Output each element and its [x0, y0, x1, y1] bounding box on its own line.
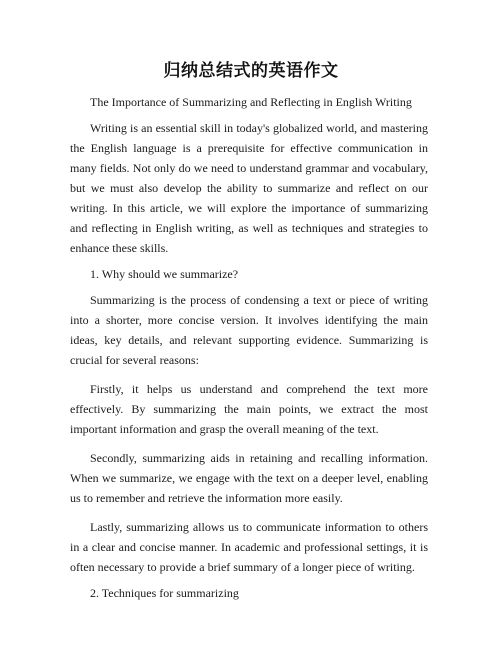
paragraph-lastly: Lastly, summarizing allows us to communicate information to others in a clear and concise manner. In academic and professional settings, it is often necessary to provide a brief summary of a longer piece of writing.	[70, 520, 428, 574]
paragraph-secondly: Secondly, summarizing aids in retaining and recalling information. When we summarize, we engage with the text on a deeper level, enabling us to remember and retrieve the information more easily.	[70, 451, 428, 505]
document-body	[70, 95, 428, 609]
document-title: 归纳总结式的英语作文	[163, 61, 339, 81]
paragraph-firstly: Firstly, it helps us understand and comprehend the text more effectively. By summarizing the main points, we extract the most important information and grasp the overall meaning of the text.	[70, 382, 428, 436]
paragraph-summarizing-definition: Summarizing is the process of condensing a text or piece of writing into a shorter, more concise version. It involves identifying the main ideas, key details, and relevant supporting evidence. Summarizing is crucial for several reasons:	[70, 293, 428, 367]
paragraph-introduction: Writing is an essential skill in today's globalized world, and mastering the English language is a prerequisite for effective communication in many fields. Not only do we need to understand grammar and vocabulary, but we must also develop the ability to summarize and reflect on our writing. In this article, we will explore the importance of summarizing and reflecting in English writing, as well as techniques and strategies to enhance these skills.	[70, 121, 428, 255]
section-heading-techniques: 2. Techniques for summarizing	[90, 586, 239, 600]
document-subtitle: The Importance of Summarizing and Reflecting in English Writing	[90, 95, 412, 109]
section-heading-why-summarize: 1. Why should we summarize?	[90, 267, 239, 281]
